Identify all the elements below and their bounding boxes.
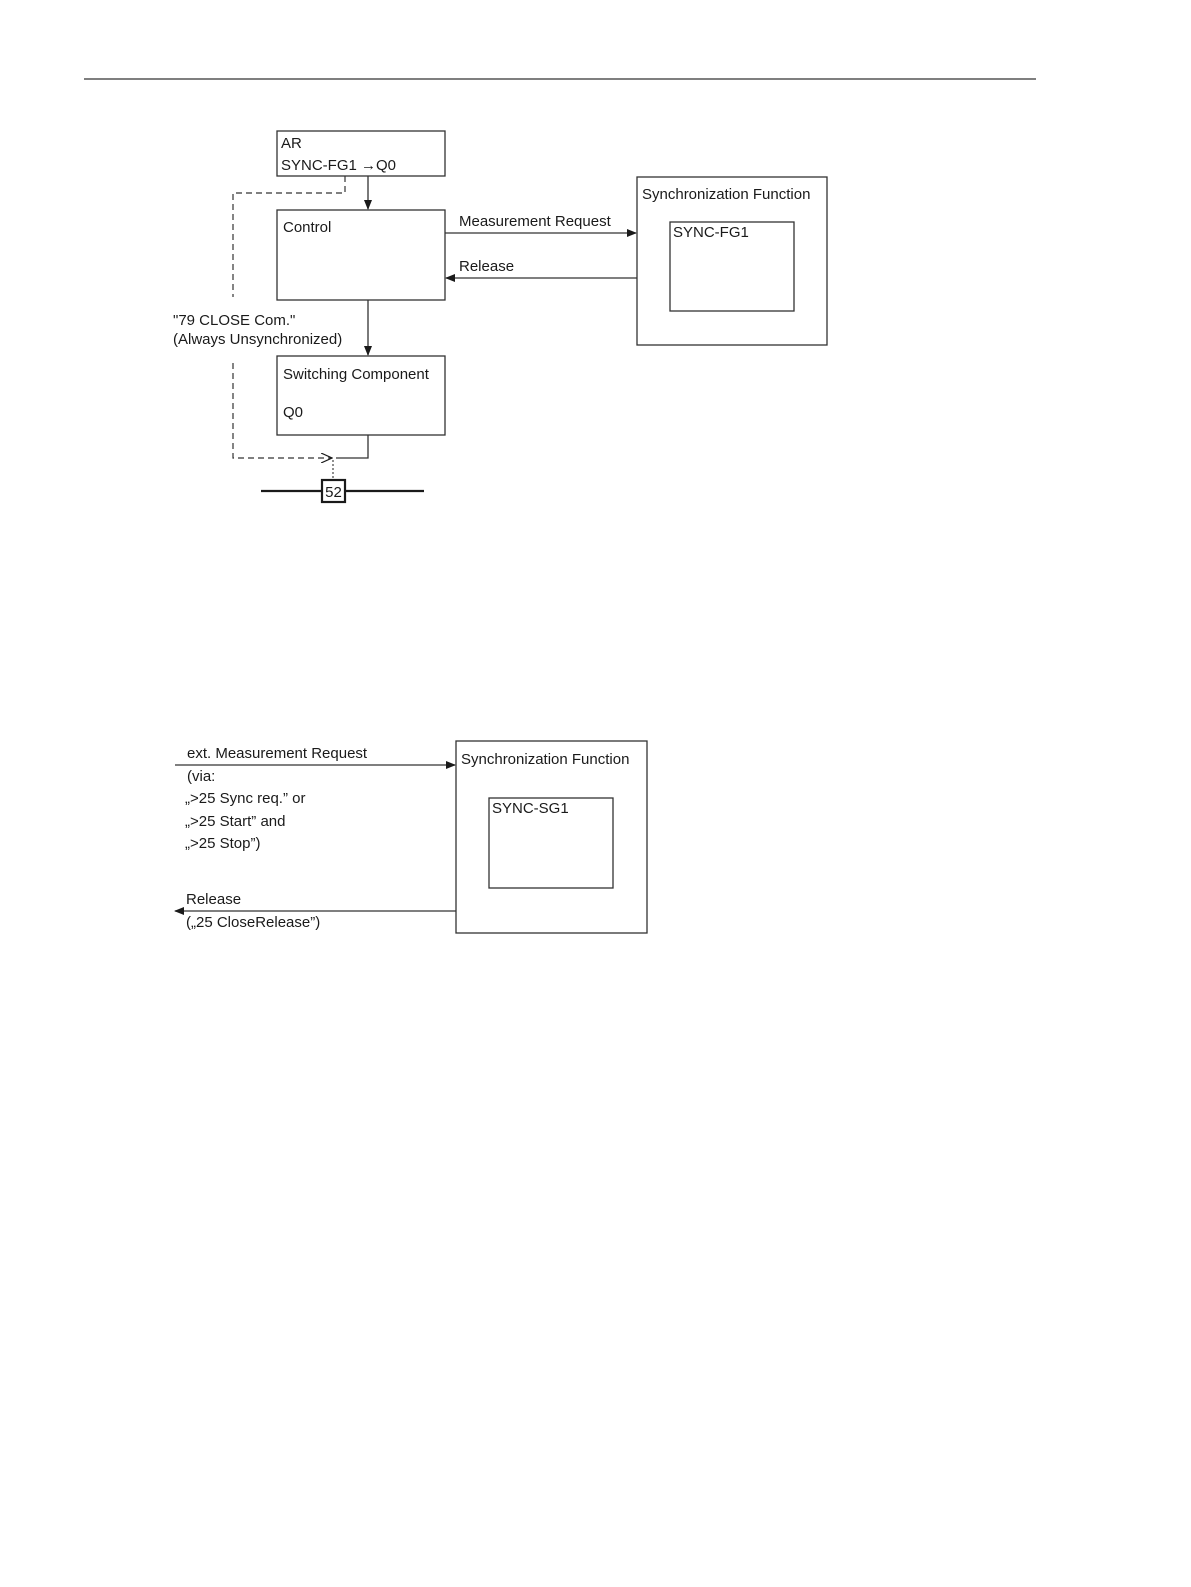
request-line-1: ext. Measurement Request xyxy=(187,745,368,762)
sync-function-box-2 xyxy=(456,741,647,933)
request-line-3: „>25 Sync req.” or xyxy=(185,790,306,807)
sync-fg1-label: SYNC-FG1 xyxy=(673,224,749,241)
bypass-dashed-line-upper xyxy=(233,176,345,297)
request-line-4: „>25 Start” and xyxy=(185,813,286,830)
ar-box-line1: AR xyxy=(281,135,302,152)
sync-sg1-label: SYNC-SG1 xyxy=(492,800,569,817)
close-command-line1: "79 CLOSE Com." xyxy=(173,312,296,329)
release-line-1: Release xyxy=(186,891,242,908)
request-line-2: (via: xyxy=(187,768,216,785)
breaker-52-label: 52 xyxy=(325,484,342,501)
figure-1-diagram xyxy=(173,131,827,502)
request-line-5: „>25 Stop”) xyxy=(185,835,261,852)
switching-box-line2: Q0 xyxy=(283,404,304,421)
measurement-request-label: Measurement Request xyxy=(459,213,611,230)
sync-function-title-2: Synchronization Function xyxy=(461,751,630,768)
control-box-label: Control xyxy=(283,219,332,236)
release-label: Release xyxy=(459,258,515,275)
sync-function-title: Synchronization Function xyxy=(642,186,811,203)
ar-box-line2: SYNC-FG1 →Q0 xyxy=(281,157,397,174)
switching-output-line xyxy=(336,435,368,458)
close-command-line2: (Always Unsynchronized) xyxy=(173,331,343,348)
figure-2-diagram xyxy=(175,741,647,933)
switching-box-line1: Switching Component xyxy=(283,366,429,383)
release-line-2: („25 CloseRelease”) xyxy=(186,914,321,931)
